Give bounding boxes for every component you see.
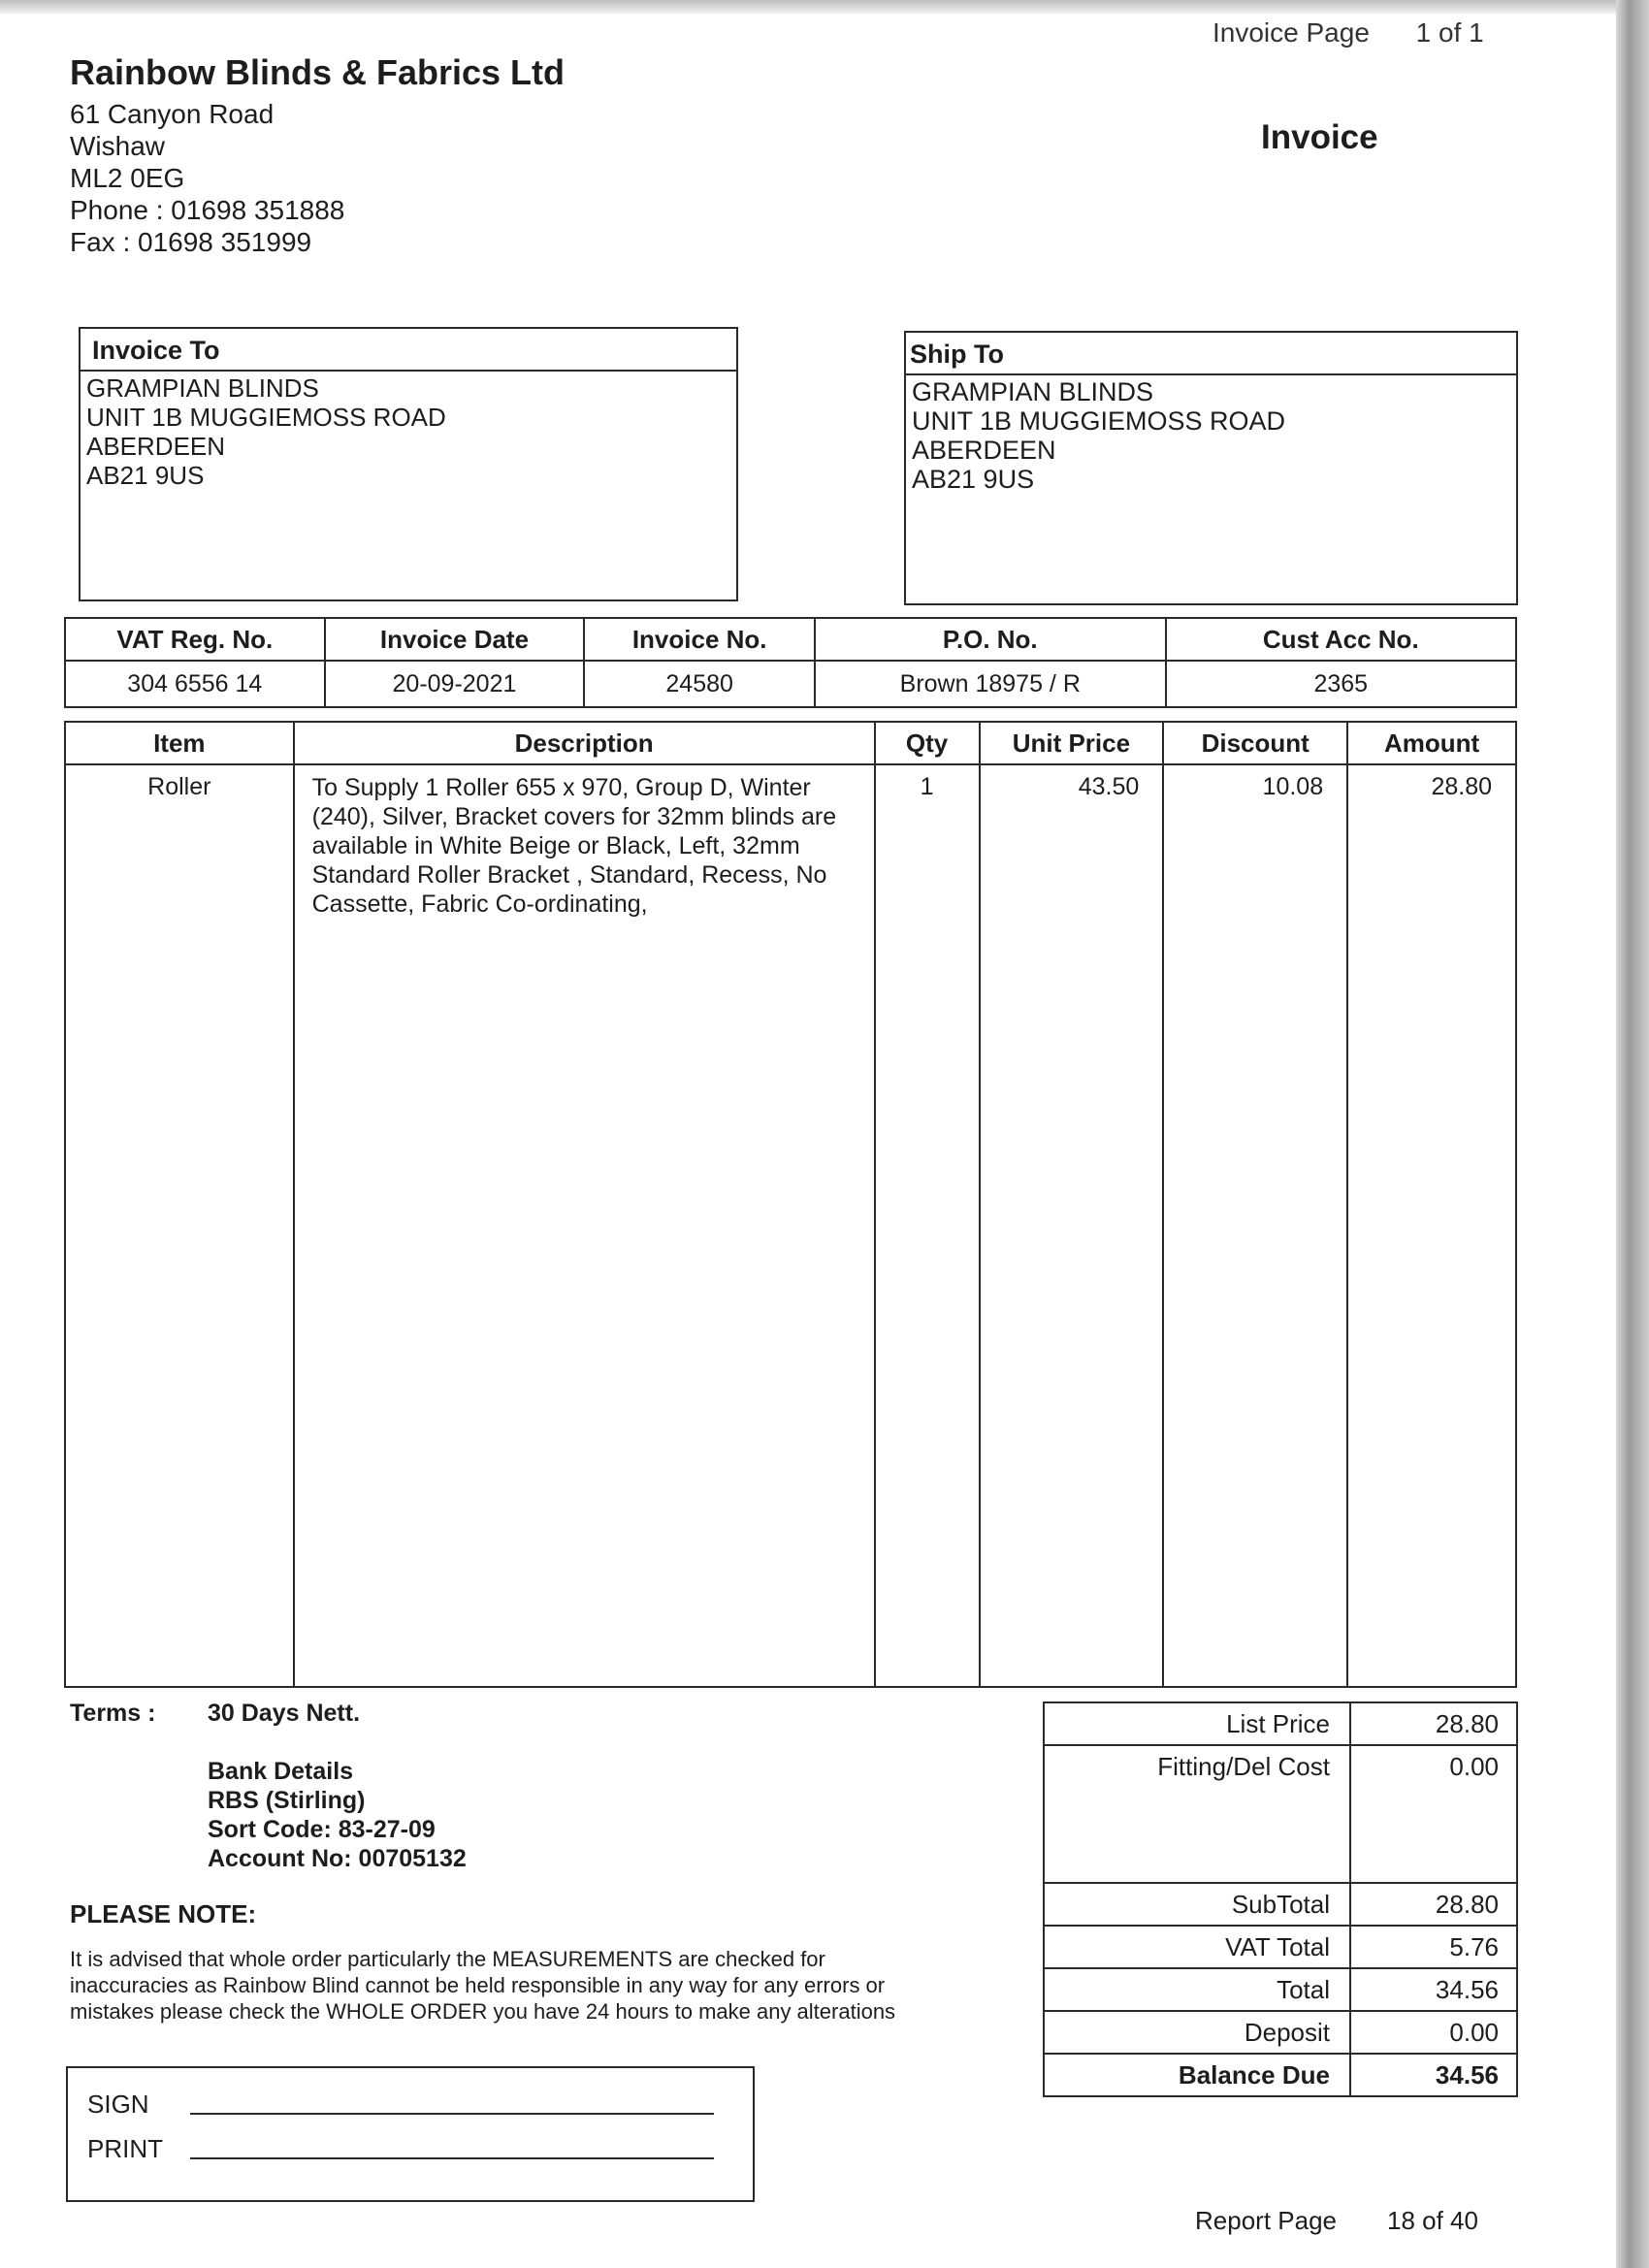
ship-to-box <box>904 331 1518 605</box>
document-title: Invoice <box>1261 118 1378 156</box>
bank-line: RBS (Stirling) <box>208 1787 366 1814</box>
col-item: Item <box>65 722 294 764</box>
address-line: Fax : 01698 351999 <box>70 227 312 257</box>
vat-reg-no: 304 6556 14 <box>65 661 325 707</box>
invoice-to-line: AB21 9US <box>86 461 205 490</box>
sign-line[interactable] <box>190 2113 714 2115</box>
totals-row <box>1044 1883 1517 1926</box>
list-price-value: 28.80 <box>1350 1702 1517 1745</box>
sign-label: SIGN <box>87 2090 149 2119</box>
balance-due-value: 34.56 <box>1435 2059 1499 2090</box>
info-header-po: P.O. No. <box>815 618 1165 661</box>
ship-to-line: ABERDEEN <box>912 436 1056 465</box>
address-line: ML2 0EG <box>70 163 185 193</box>
item-name: Roller <box>65 764 294 1687</box>
note-text <box>70 1946 895 2025</box>
address-line: 61 Canyon Road <box>70 99 275 129</box>
ship-to-line: UNIT 1B MUGGIEMOSS ROAD <box>912 406 1286 436</box>
item-unit-price: 43.50 <box>980 764 1164 1687</box>
info-header-row <box>65 618 1516 661</box>
fitting-cost-label: Fitting/Del Cost <box>1044 1745 1350 1883</box>
subtotal-label: SubTotal <box>1044 1883 1350 1926</box>
totals-row <box>1044 1745 1517 1883</box>
company-name: Rainbow Blinds & Fabrics Ltd <box>70 52 566 92</box>
po-number: Brown 18975 / R <box>815 661 1165 707</box>
item-description: To Supply 1 Roller 655 x 970, Group D, Winter (240), Silver, Bracket covers for 32mm blinds are available in White Beige or Black, Left, 32mm Standard Roller Bracket , Standard, Recess, No Cassette, Fabric Co-ordinating, <box>294 764 875 1687</box>
items-table <box>64 721 1517 1688</box>
info-header-date: Invoice Date <box>325 618 585 661</box>
totals-row <box>1044 2054 1517 2096</box>
page-label-top <box>1212 17 1484 49</box>
col-unit-price: Unit Price <box>980 722 1164 764</box>
invoice-number: 24580 <box>584 661 815 707</box>
bank-line: Sort Code: 83-27-09 <box>208 1816 436 1843</box>
ship-to-line: GRAMPIAN BLINDS <box>912 377 1154 406</box>
item-discount: 10.08 <box>1163 764 1347 1687</box>
note-heading: PLEASE NOTE: <box>70 1899 257 1928</box>
fitting-cost-value: 0.00 <box>1350 1745 1517 1883</box>
items-header-row <box>65 722 1516 764</box>
address-line: Phone : 01698 351888 <box>70 195 345 225</box>
total-value: 34.56 <box>1350 1968 1517 2011</box>
total-label: Total <box>1044 1968 1350 2011</box>
vat-total-label: VAT Total <box>1044 1926 1350 1968</box>
invoice-date: 20-09-2021 <box>325 661 585 707</box>
totals-row <box>1044 1926 1517 1968</box>
deposit-label: Deposit <box>1044 2011 1350 2054</box>
info-header-vat: VAT Reg. No. <box>65 618 325 661</box>
totals-row <box>1044 1702 1517 1745</box>
balance-due-label: Balance Due <box>1044 2054 1350 2096</box>
item-amount: 28.80 <box>1347 764 1516 1687</box>
table-row <box>65 764 1516 1687</box>
invoice-to-line: ABERDEEN <box>86 432 226 461</box>
ship-to-line: AB21 9US <box>912 465 1035 494</box>
terms-label: Terms : <box>70 1700 156 1727</box>
report-page-number: 18 of 40 <box>1387 2206 1478 2235</box>
list-price-label: List Price <box>1044 1702 1350 1745</box>
page-label-top-text: Invoice Page <box>1212 17 1370 48</box>
print-line[interactable] <box>190 2157 714 2159</box>
vat-total-value: 5.76 <box>1350 1926 1517 1968</box>
totals-row <box>1044 2011 1517 2054</box>
item-qty: 1 <box>875 764 980 1687</box>
info-header-invoice-no: Invoice No. <box>584 618 815 661</box>
scan-right-edge <box>1616 0 1649 2268</box>
subtotal-value: 28.80 <box>1350 1883 1517 1926</box>
company-address <box>70 98 344 258</box>
col-description: Description <box>294 722 875 764</box>
invoice-to-address <box>81 372 736 492</box>
signature-box <box>66 2066 755 2202</box>
scan-top-edge <box>0 0 1616 14</box>
totals-row <box>1044 1968 1517 2011</box>
report-page-label: Report Page <box>1195 2206 1337 2235</box>
note-line: It is advised that whole order particularly the MEASUREMENTS are checked for <box>70 1947 825 1971</box>
note-line: inaccuracies as Rainbow Blind cannot be held responsible in any way for any errors or <box>70 1973 886 1997</box>
bank-details <box>208 1757 467 1873</box>
col-amount: Amount <box>1347 722 1516 764</box>
invoice-to-line: UNIT 1B MUGGIEMOSS ROAD <box>86 403 446 432</box>
cust-acc-no: 2365 <box>1166 661 1516 707</box>
col-discount: Discount <box>1163 722 1347 764</box>
print-label: PRINT <box>87 2134 163 2163</box>
invoice-info-table <box>64 617 1517 708</box>
info-header-cust-acc: Cust Acc No. <box>1166 618 1516 661</box>
info-value-row <box>65 661 1516 707</box>
ship-to-address <box>906 375 1516 496</box>
deposit-value: 0.00 <box>1350 2011 1517 2054</box>
address-line: Wishaw <box>70 131 166 161</box>
ship-to-heading: Ship To <box>906 333 1516 375</box>
bank-line: Account No: 00705132 <box>208 1845 467 1872</box>
invoice-to-heading: Invoice To <box>81 329 736 372</box>
terms-value: 30 Days Nett. <box>208 1700 361 1727</box>
invoice-to-box <box>79 327 738 601</box>
page-num-top: 1 of 1 <box>1415 17 1484 48</box>
invoice-to-line: GRAMPIAN BLINDS <box>86 373 319 403</box>
totals-table <box>1043 1701 1518 2097</box>
bank-line: Bank Details <box>208 1758 354 1785</box>
col-qty: Qty <box>875 722 980 764</box>
note-line: mistakes please check the WHOLE ORDER you have 24 hours to make any alterations <box>70 1999 896 2024</box>
